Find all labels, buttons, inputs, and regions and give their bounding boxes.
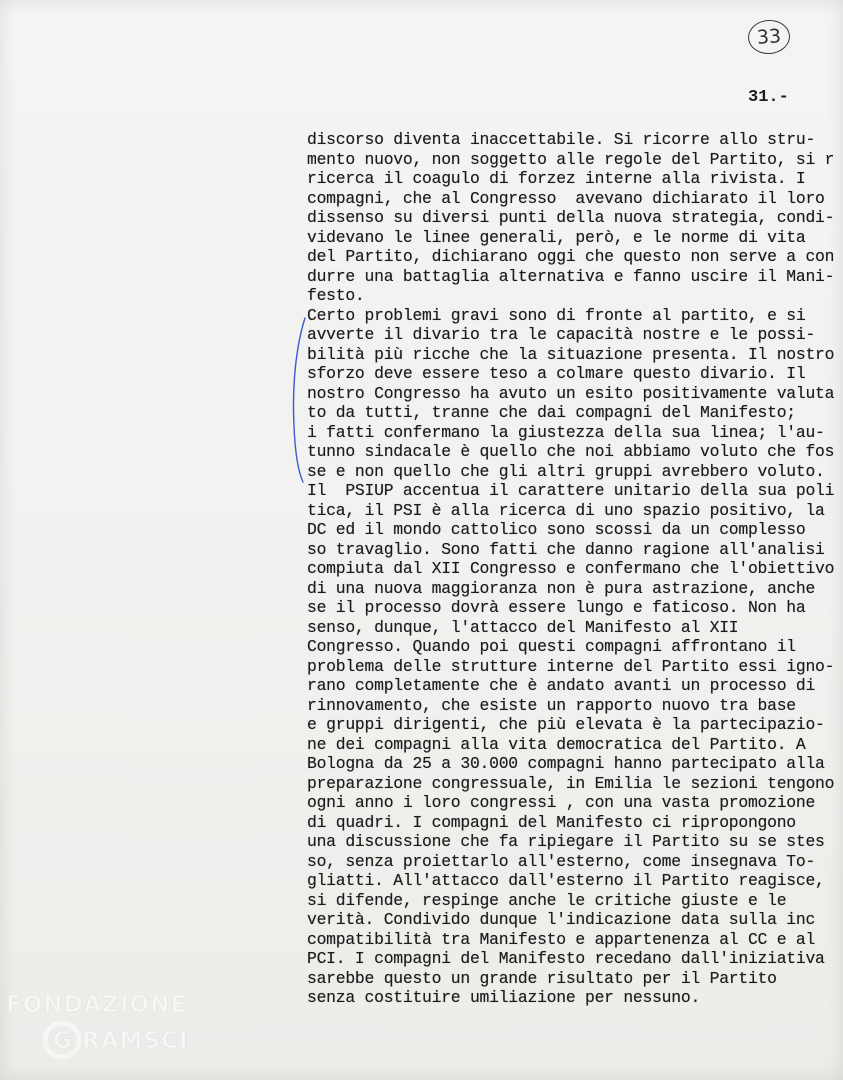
text-line: se il processo dovrà essere lungo e faticoso. Non ha [307, 598, 806, 617]
text-line: verità. Condivido dunque l'indicazione data sulla inc [307, 910, 816, 929]
text-line: senza costituire umiliazione per nessuno. [307, 988, 701, 1007]
watermark-line2: RAMSCI [82, 1028, 189, 1054]
text-line: mento nuovo, non soggetto alle regole del Partito, si r [307, 149, 835, 169]
text-line: PCI. I compagni del Manifesto recedano dall'iniziativa [307, 949, 825, 968]
text-line: so, senza proiettarlo all'esterno, come insegnava To- [307, 851, 816, 871]
text-line: Congresso. Quando poi questi compagni affrontano il [307, 637, 796, 656]
text-line: rinnovamento, che esiste un rapporto nuovo tra base [307, 695, 796, 715]
text-line: compatibilità tra Manifesto e appartenenza al CC e al [307, 929, 816, 949]
fondazione-gramsci-watermark [4, 988, 224, 1070]
archive-stamp-number: 33 [747, 19, 791, 56]
text-line: ogni anno i loro congressi , con una vasta promozione [307, 793, 816, 812]
text-line: del Partito, dichiarano oggi che questo non serve a con [307, 247, 835, 266]
text-line: tica, il PSI è alla ricerca di uno spazio positivo, la [307, 500, 825, 520]
text-line: avverte il divario tra le capacità nostre e le possi- [307, 325, 816, 344]
text-line: di una nuova maggioranza non è pura astrazione, anche [307, 578, 816, 598]
page-number: 31.- [748, 88, 789, 107]
text-line: una discussione che fa ripiegare il Partito su se stes [307, 832, 825, 851]
text-line: bilità più ricche che la situazione presenta. Il nostro [307, 344, 835, 364]
text-line: durre una battaglia alternativa e fanno uscire il Mani- [307, 266, 835, 286]
text-line: di quadri. I compagni del Manifesto ci ripropongono [307, 812, 796, 832]
text-line: compiuta dal XII Congresso e confermano che l'obiettivo [307, 559, 835, 578]
text-line: si difende, respinge anche le critiche giuste e le [307, 890, 787, 910]
text-line: gliatti. All'attacco dall'esterno il Partito reagisce, [307, 871, 825, 890]
text-line: e gruppi dirigenti, che più elevata è la partecipazio- [307, 715, 825, 734]
text-line: preparazione congressuale, in Emilia le sezioni tengono [307, 773, 835, 793]
text-line: ricerca il coagulo di forzez interne alla rivista. I [307, 169, 806, 188]
text-line: Certo problemi gravi sono di fronte al partito, e si [307, 305, 806, 325]
text-line: se e non quello che gli altri gruppi avrebbero voluto. [307, 461, 825, 481]
text-line: ne dei compagni alla vita democratica del Partito. A [307, 734, 806, 754]
text-line: problema delle strutture interne del Partito essi igno- [307, 656, 835, 676]
text-line: festo. [307, 286, 365, 305]
watermark-line1: FONDAZIONE [6, 992, 188, 1018]
text-line: tunno sindacale è quello che noi abbiamo voluto che fos [307, 442, 835, 461]
text-line: rano completamente che è andato avanti un processo di [307, 676, 816, 695]
text-line: Bologna da 25 a 30.000 compagni hanno partecipato alla [307, 754, 825, 773]
text-line: dissenso su diversi punti della nuova strategia, condi- [307, 208, 835, 227]
text-line: sarebbe questo un grande risultato per il Partito [307, 968, 777, 988]
text-line: nostro Congresso ha avuto un esito positivamente valuta [307, 383, 835, 403]
text-line: discorso diventa inaccettabile. Si ricorre allo stru- [307, 130, 816, 149]
text-line: so travaglio. Sono fatti che danno ragione all'analisi [307, 539, 825, 559]
text-line: Il PSIUP accentua il carattere unitario della sua poli [307, 481, 835, 500]
text-line: i fatti confermano la giustezza della sua linea; l'au- [307, 422, 825, 442]
text-line: DC ed il mondo cattolico sono scossi da un complesso [307, 520, 806, 539]
text-line: senso, dunque, l'attacco del Manifesto al XII [307, 617, 739, 637]
text-line: videvano le linee generali, però, e le norme di vita [307, 227, 806, 247]
typed-body-text [307, 130, 843, 1008]
text-line: to da tutti, tranne che dai compagni del Manifesto; [307, 403, 796, 422]
text-line: compagni, che al Congresso avevano dichiarato il loro [307, 188, 825, 208]
text-line: sforzo deve essere teso a colmare questo divario. Il [307, 364, 806, 383]
watermark-initial: G [53, 1028, 72, 1054]
